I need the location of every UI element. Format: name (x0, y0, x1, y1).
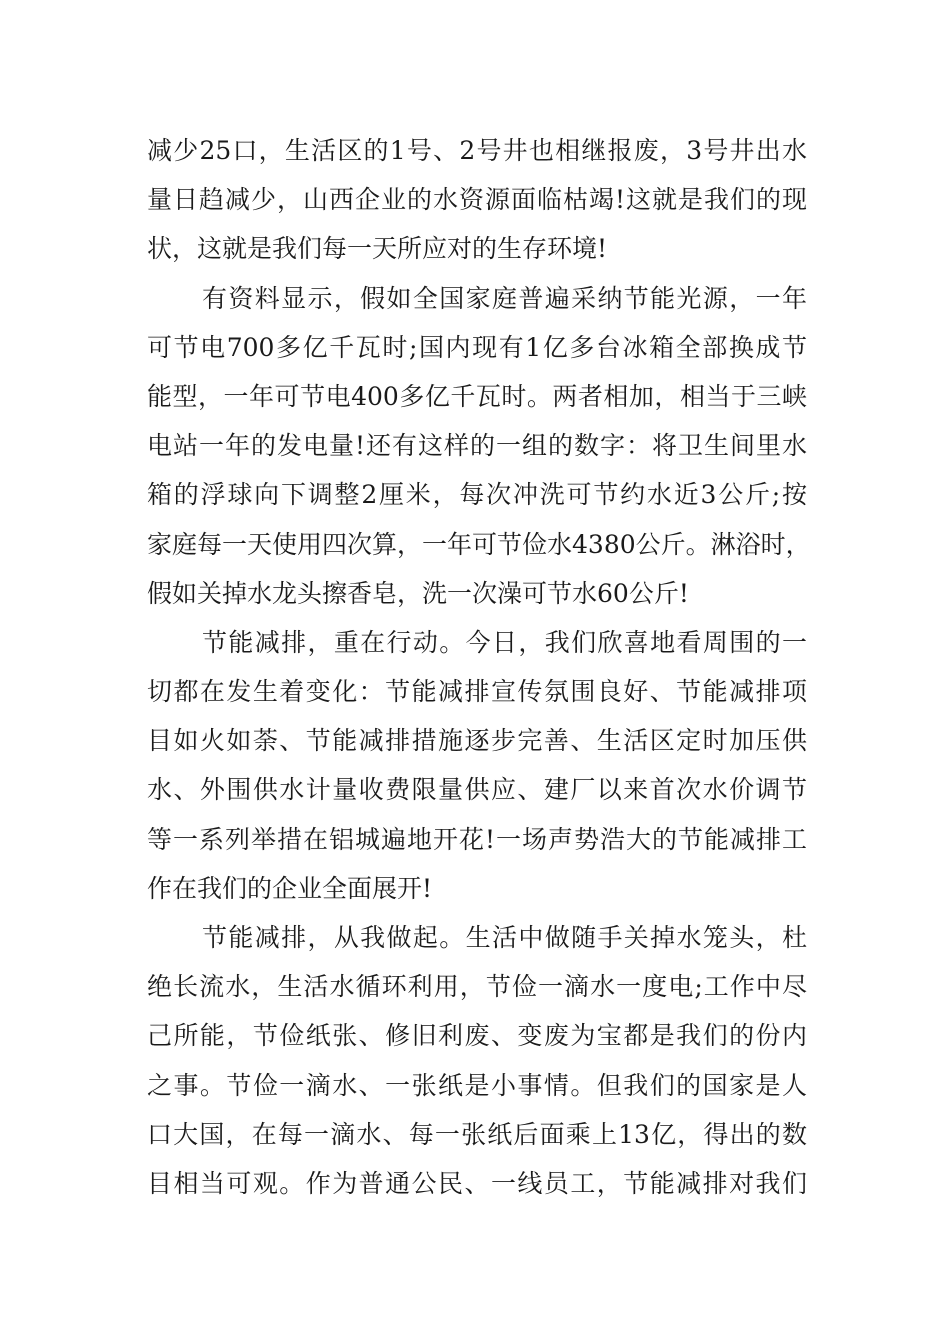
text-line: 有资料显示，假如全国家庭普遍采纳节能光源，一年 (202, 283, 807, 313)
text-line: 之事。节俭一滴水、一张纸是小事情。但我们的国家是人 (147, 1070, 807, 1100)
text-line: 电站一年的发电量!还有这样的一组的数字：将卫生间里水 (147, 431, 807, 461)
text-line: 假如关掉水龙头擦香皂，洗一次澡可节水60公斤! (147, 578, 689, 608)
text-line: 目相当可观。作为普通公民、一线员工，节能减排对我们 (147, 1168, 807, 1198)
text-line: 水、外围供水计量收费限量供应、建厂以来首次水价调节 (147, 775, 807, 805)
text-line: 己所能，节俭纸张、修旧利废、变废为宝都是我们的份内 (147, 1021, 807, 1051)
text-line: 口大国，在每一滴水、每一张纸后面乘上13亿，得出的数 (147, 1119, 807, 1149)
text-line: 能型，一年可节电400多亿千瓦时。两者相加，相当于三峡 (147, 381, 807, 411)
text-line: 作在我们的企业全面展开! (147, 873, 433, 903)
text-line: 节能减排，重在行动。今日，我们欣喜地看周围的一 (202, 627, 807, 657)
text-line: 减少25口，生活区的1号、2号井也相继报废，3号井出水 (147, 136, 807, 165)
text-line: 箱的浮球向下调整2厘米，每次冲洗可节约水近3公斤;按 (147, 480, 807, 510)
text-line: 等一系列举措在铝城遍地开花!一场声势浩大的节能减排工 (147, 824, 807, 854)
text-line: 可节电700多亿千瓦时;国内现有1亿多台冰箱全部换成节 (147, 332, 807, 362)
text-line: 家庭每一天使用四次算，一年可节俭水4380公斤。淋浴时， (147, 529, 811, 559)
text-line: 量日趋减少，山西企业的水资源面临枯竭!这就是我们的现 (147, 185, 807, 215)
text-line: 绝长流水，生活水循环利用，节俭一滴水一度电;工作中尽 (147, 972, 807, 1002)
text-line: 节能减排，从我做起。生活中做随手关掉水笼头，杜 (202, 923, 807, 952)
text-line: 目如火如荼、节能减排措施逐步完善、生活区定时加压供 (147, 726, 807, 756)
text-line: 状，这就是我们每一天所应对的生存环境! (147, 234, 608, 264)
text-line: 切都在发生着变化：节能减排宣传氛围良好、节能减排项 (147, 677, 807, 707)
document-body (147, 126, 811, 1208)
